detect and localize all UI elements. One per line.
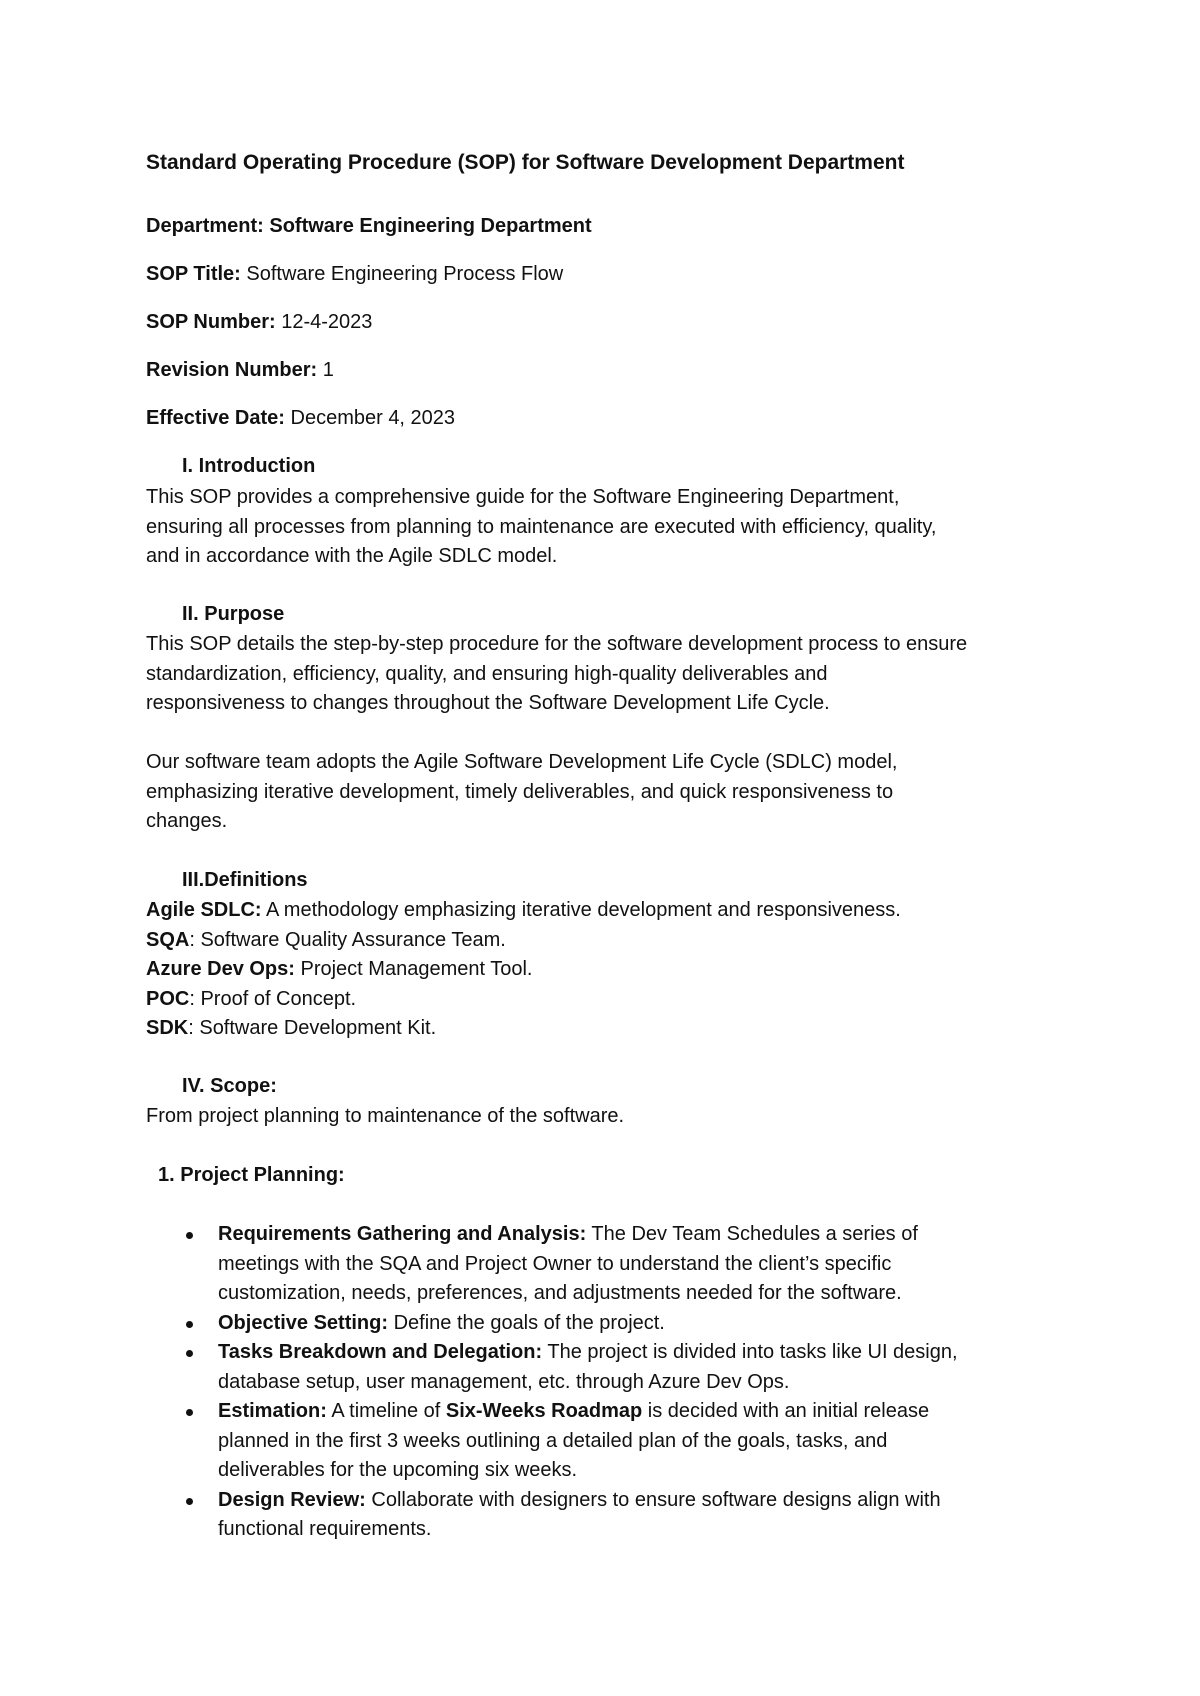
section-heading-project-planning: 1. Project Planning:	[158, 1164, 345, 1186]
sop-title-label: SOP Title:	[146, 263, 241, 285]
revision-row	[146, 356, 334, 385]
bullet-icon	[186, 1498, 193, 1505]
section-heading-introduction: I. Introduction	[182, 455, 316, 477]
department-label: Department:	[146, 215, 264, 237]
sop-number-value: 12-4-2023	[281, 311, 373, 333]
list-item	[146, 1486, 1086, 1545]
bullet-icon	[186, 1409, 193, 1416]
paragraph-line: This SOP details the step-by-step procedure for the software development process to ensure	[146, 633, 968, 655]
definition-desc: : Software Development Kit.	[188, 1017, 437, 1039]
bullet-icon	[186, 1232, 193, 1239]
purpose-paragraph	[146, 630, 1086, 719]
section-heading-scope: IV. Scope:	[182, 1075, 277, 1097]
definition-term: SDK	[146, 1017, 189, 1039]
revision-value: 1	[322, 359, 334, 381]
section-heading-definitions: III.Definitions	[182, 869, 308, 891]
definition-desc: A methodology emphasizing iterative development and responsiveness.	[261, 899, 901, 921]
paragraph-line: standardization, efficiency, quality, and ensuring high-quality deliverables and	[146, 662, 828, 685]
bullet-icon	[186, 1321, 193, 1328]
department-value: Software Engineering Department	[269, 215, 592, 237]
paragraph-line: emphasizing iterative development, timely deliverables, and quick responsiveness to	[146, 780, 894, 803]
definition-term: SQA	[146, 928, 190, 951]
definition-desc: : Proof of Concept.	[189, 987, 357, 1010]
introduction-paragraph	[146, 483, 1086, 572]
sop-number-row	[146, 308, 372, 337]
sop-title-row	[146, 260, 563, 289]
paragraph-line: ensuring all processes from planning to maintenance are executed with efficiency, quality,	[146, 515, 937, 538]
item-text: database setup, user management, etc. through Azure Dev Ops.	[218, 1370, 790, 1393]
paragraph-line: and in accordance with the Agile SDLC model.	[146, 545, 558, 567]
item-text: customization, needs, preferences, and adjustments needed for the software.	[218, 1282, 902, 1304]
item-text: Define the goals of the project.	[388, 1311, 665, 1334]
bullet-icon	[186, 1350, 193, 1357]
agile-paragraph	[146, 748, 1086, 837]
effective-date-label: Effective Date:	[146, 407, 285, 429]
item-term: Design Review:	[218, 1488, 366, 1511]
item-text: The Dev Team Schedules a series of	[586, 1223, 918, 1245]
item-emphasis: Six-Weeks Roadmap	[445, 1400, 643, 1422]
paragraph-line: changes.	[146, 810, 228, 832]
list-item	[146, 1397, 1086, 1486]
item-text: The project is divided into tasks like UI design,	[542, 1341, 958, 1363]
department-row	[146, 212, 592, 241]
paragraph-line: Our software team adopts the Agile Software Development Life Cycle (SDLC) model,	[146, 751, 898, 773]
item-text: functional requirements.	[218, 1518, 432, 1540]
item-text: is decided with an initial release	[642, 1400, 930, 1422]
definition-item	[146, 955, 1086, 985]
effective-date-row	[146, 404, 455, 433]
item-term: Requirements Gathering and Analysis:	[218, 1223, 587, 1245]
list-item	[146, 1338, 1086, 1397]
item-term: Estimation:	[218, 1400, 327, 1422]
definition-item	[146, 896, 1086, 926]
item-term: Tasks Breakdown and Delegation:	[218, 1341, 543, 1363]
section-heading-purpose: II. Purpose	[182, 603, 285, 625]
paragraph-line: responsiveness to changes throughout the Software Development Life Cycle.	[146, 692, 830, 714]
item-text: Collaborate with designers to ensure software designs align with	[365, 1488, 941, 1511]
item-text: planned in the first 3 weeks outlining a detailed plan of the goals, tasks, and	[218, 1429, 888, 1452]
scope-text: From project planning to maintenance of the software.	[146, 1105, 625, 1127]
item-term: Objective Setting:	[218, 1311, 389, 1334]
definition-item	[146, 926, 1086, 956]
definition-term: POC	[146, 987, 190, 1010]
document-title: Standard Operating Procedure (SOP) for Software Development Department	[146, 151, 905, 174]
sop-title-value: Software Engineering Process Flow	[246, 263, 564, 285]
definition-desc: Project Management Tool.	[294, 958, 533, 980]
definition-term: Azure Dev Ops:	[146, 958, 295, 980]
definitions-list	[146, 896, 1086, 1044]
definition-item	[146, 985, 1086, 1015]
paragraph-line: This SOP provides a comprehensive guide for the Software Engineering Department,	[146, 486, 900, 508]
revision-label: Revision Number:	[146, 359, 318, 381]
item-text: deliverables for the upcoming six weeks.	[218, 1459, 578, 1481]
definition-term: Agile SDLC:	[146, 899, 262, 921]
definition-desc: : Software Quality Assurance Team.	[189, 928, 506, 951]
list-item	[146, 1220, 1086, 1309]
definition-item	[146, 1014, 1086, 1044]
list-item	[146, 1309, 1086, 1339]
item-text: A timeline of	[326, 1400, 446, 1422]
project-planning-list	[146, 1220, 1086, 1545]
item-text: meetings with the SQA and Project Owner to understand the client’s specific	[218, 1252, 892, 1275]
sop-number-label: SOP Number:	[146, 311, 276, 333]
effective-date-value: December 4, 2023	[290, 407, 456, 429]
